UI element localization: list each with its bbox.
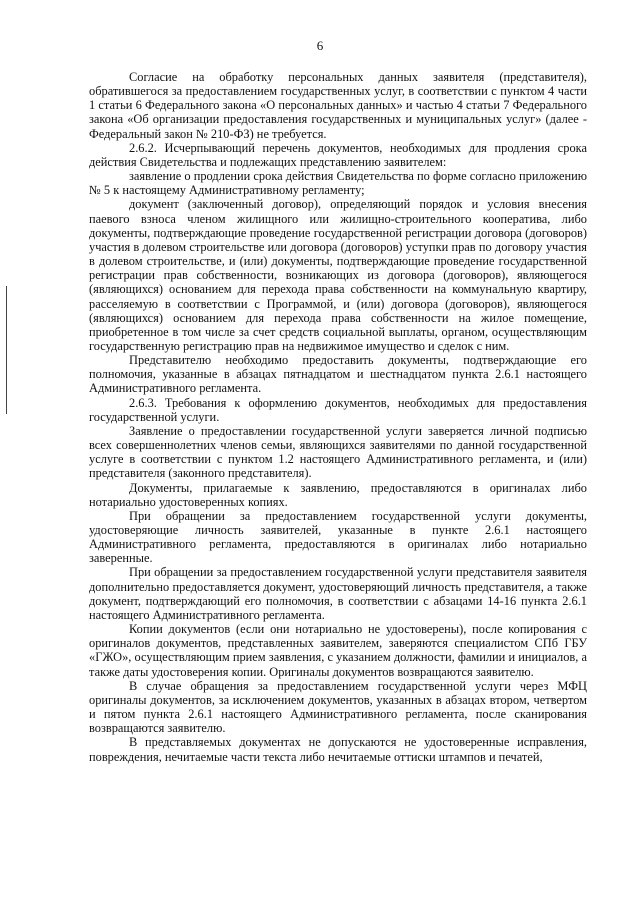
paragraph-contract: документ (заключенный договор), определяющий порядок и условия внесения паевого взноса членом жилищного или жилищно-строительного кооператива, либо документы, подтверждающие проведение государственной регистрации договора (договоров) участия в долевом строительстве или договора (договоров) уступки прав по договору участия в долевом строительстве, и (или) документы, подтверждающие проведение государственной регистрации прав собственности, возникающих из договора (договоров), являющегося (являющихся) основанием для перехода права собственности на коммунальную квартиру, расселяемую в соответствии с Программой, и (или) договора (договоров), являющегося (являющихся) основанием для перехода права собственности на жилое помещение, приобретенное в том числе за счет средств социальной выплаты, органом, осуществляющим государственную регистрацию прав на недвижимое имущество и сделок с ним. <box>89 197 587 353</box>
paragraph-application: заявление о продлении срока действия Свидетельства по форме согласно приложению № 5 к настоящему Административному регламенту; <box>89 169 587 198</box>
paragraph-2-6-3: 2.6.3. Требования к оформлению документов, необходимых для предоставления государственной услуги. <box>89 395 587 424</box>
paragraph-representative: Представителю необходимо предоставить документы, подтверждающие его полномочия, указанные в абзацах пятнадцатом и шестнадцатом пункта 2.6.1 настоящего Административного регламента. <box>89 353 587 396</box>
margin-mark <box>6 286 7 414</box>
paragraph-identity-documents: При обращении за предоставлением государственной услуги документы, удостоверяющие личность заявителей, указанные в пункте 2.6.1 настоящего Административного регламента, предоставляются в оригиналах либо нотариально заверенные. <box>89 508 587 566</box>
document-body <box>89 70 587 764</box>
paragraph-copies: Копии документов (если они нотариально не удостоверены), после копирования с оригиналов документов, представленных заявителем, заверяются специалистом СПб ГБУ «ГЖО», осуществляющим прием заявления, с указанием должности, фамилии и инициалов, а также даты удостоверения копии. Оригиналы документов возвращаются заявителю. <box>89 622 587 679</box>
paragraph-mfc: В случае обращения за предоставлением государственной услуги через МФЦ оригиналы документов, за исключением документов, указанных в абзацах втором, четвертом и пятом пункта 2.6.1 настоящего Административного регламента, после сканирования возвращаются заявителю. <box>89 678 587 736</box>
paragraph-corrections: В представляемых документах не допускаются не удостоверенные исправления, повреждения, нечитаемые части текста либо нечитаемые оттиски штампов и печатей, <box>89 735 587 764</box>
paragraph-signature: Заявление о предоставлении государственной услуги заверяется личной подписью всех совершеннолетних членов семьи, являющихся заявителями по данной государственной услуге в соответствии с пунктом 1.2 настоящего Административного регламента, и (или) представителя (законного представителя). <box>89 423 587 481</box>
paragraph-attached-documents: Документы, прилагаемые к заявлению, предоставляются в оригиналах либо нотариально удостоверенных копиях. <box>89 480 587 509</box>
paragraph-consent: Согласие на обработку персональных данных заявителя (представителя), обратившегося за предоставлением государственных услуг, в соответствии с пунктом 4 части 1 статьи 6 Федерального закона «О персональных данных» и частью 4 статьи 7 Федерального закона «Об организации предоставления государственных и муниципальных услуг» (далее - Федеральный закон № 210-ФЗ) не требуется. <box>89 70 587 141</box>
paragraph-representative-identity: При обращении за предоставлением государственной услуги представителя заявителя дополнительно предоставляется документ, удостоверяющий личность представителя, а также документ, подтверждающий его полномочия, в соответствии с абзацами 14-16 пункта 2.6.1 настоящего Административного регламента. <box>89 565 587 622</box>
page-number: 6 <box>316 38 324 53</box>
paragraph-2-6-2: 2.6.2. Исчерпывающий перечень документов, необходимых для продления срока действия Свидетельства и подлежащих представлению заявителем: <box>89 140 587 169</box>
